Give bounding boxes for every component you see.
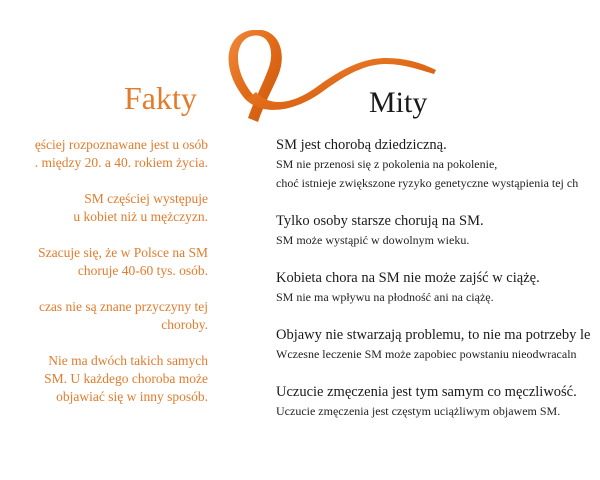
myth-text: choć istnieje zwiększone ryzyko genetyczne wystąpienia tej ch: [276, 176, 579, 190]
myth-text: Uczucie zmęczenia jest częstym uciążliwym objawem SM.: [276, 404, 561, 418]
myths-column: [276, 136, 600, 440]
myth-title: SM jest chorobą dziedziczną.: [276, 137, 447, 153]
fact-line: Szacuje się, że w Polsce na SM: [38, 245, 208, 260]
fact-item: [0, 298, 208, 334]
myth-title: Tylko osoby starsze chorują na SM.: [276, 213, 484, 229]
myth-item: [276, 136, 600, 193]
fact-line: SM częściej występuje: [84, 191, 208, 206]
facts-heading: Fakty: [124, 80, 197, 116]
myth-item: [276, 269, 600, 307]
fact-line: SM. U każdego choroba może: [44, 371, 208, 386]
myths-heading: Mity: [369, 86, 428, 119]
fact-line: Nie ma dwóch takich samych: [48, 353, 208, 368]
fact-line: objawiać się w inny sposób.: [56, 389, 208, 404]
myth-title: Objawy nie stwarzają problemu, to nie ma potrzeby le: [276, 327, 591, 343]
myth-text: SM nie przenosi się z pokolenia na pokolenie,: [276, 157, 498, 171]
fact-item: [0, 352, 208, 406]
myth-title: Kobieta chora na SM nie może zajść w ciążę.: [276, 270, 540, 286]
awareness-ribbon-icon: [224, 30, 436, 122]
fact-item: [0, 244, 208, 280]
fact-line: ęściej rozpoznawane jest u osób: [34, 137, 208, 152]
fact-line: choruje 40-60 tys. osób.: [77, 263, 208, 278]
fact-line: choroby.: [161, 317, 208, 332]
fact-item: [0, 190, 208, 226]
myth-text: SM nie ma wpływu na płodność ani na ciążę.: [276, 290, 494, 304]
facts-column: [0, 136, 208, 424]
myth-item: [276, 212, 600, 250]
myth-text: Wczesne leczenie SM może zapobiec powstaniu nieodwracaln: [276, 347, 577, 361]
fact-line: czas nie są znane przyczyny tej: [38, 299, 208, 314]
myth-item: [276, 383, 600, 421]
myth-text: SM może wystąpić w dowolnym wieku.: [276, 233, 470, 247]
fact-line: u kobiet niż u mężczyzn.: [73, 209, 208, 224]
myth-title: Uczucie zmęczenia jest tym samym co męczliwość.: [276, 384, 577, 400]
fact-item: [0, 136, 208, 172]
myth-item: [276, 326, 600, 364]
fact-line: . między 20. a 40. rokiem życia.: [34, 155, 208, 170]
